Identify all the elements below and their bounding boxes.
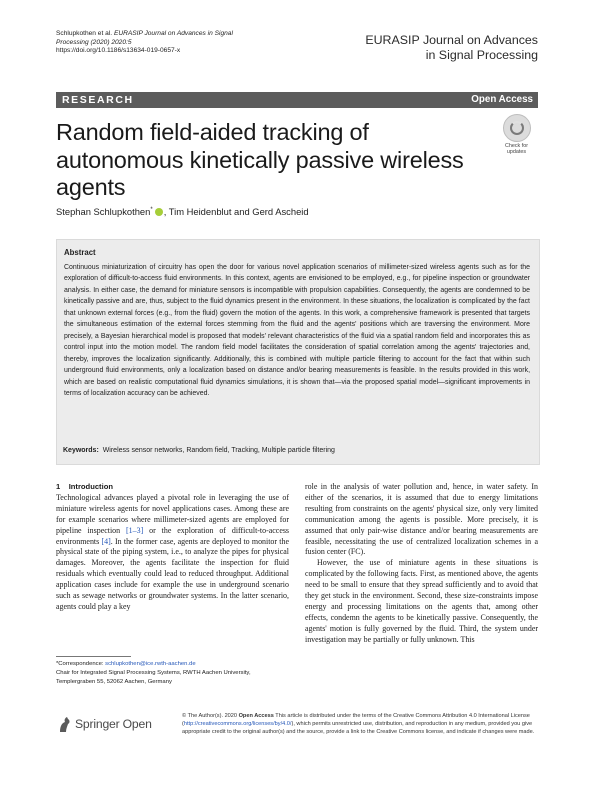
article-title: Random field-aided tracking of autonomous kinetically passive wireless agents bbox=[56, 119, 464, 200]
springer-horse-icon bbox=[58, 716, 71, 733]
open-access-label: Open Access bbox=[471, 94, 533, 105]
email-link[interactable]: schlupkothen@ice.rwth-aachen.de bbox=[105, 661, 196, 667]
reference-link[interactable]: [1–3] bbox=[126, 525, 144, 535]
check-for-updates-badge[interactable]: Check for updates bbox=[494, 113, 539, 157]
springer-open-logo bbox=[58, 716, 178, 738]
journal-name: EURASIP Journal on Advances in Signal Processing bbox=[365, 33, 538, 62]
license-link[interactable]: http://creativecommons.org/licenses/by/4.0/ bbox=[183, 721, 292, 728]
footnote-rule bbox=[56, 656, 131, 657]
footnote: *Correspondence: schlupkothen@ice.rwth-aachen.de Chair for Integrated Signal Processing Systems, RWTH Aachen University, Templergraben 55, 52062 Aachen, Germany bbox=[56, 661, 251, 685]
license-text: © The Author(s). 2020 Open Access This article is distributed under the terms of the Creative Commons Attribution 4.0 International License (http://creativecommons.org/licenses/by/4.0/), which permits unrestricted use, distribution, and reproduction in any medium, provided you give appropriate credit to the original author(s) and the source, provide a link to the Creative Commons license, and indicate if changes were made. bbox=[182, 713, 535, 736]
orcid-icon[interactable] bbox=[155, 208, 163, 216]
keywords: Keywords: Wireless sensor networks, Random field, Tracking, Multiple particle filtering bbox=[63, 447, 335, 454]
doi-link[interactable]: https://doi.org/10.1186/s13634-019-0657-x bbox=[56, 47, 181, 55]
paragraph: role in the analysis of water pollution and, hence, in water safety. In either of the scenarios, it is assumed that due to energy limitations resulting from constraints on the agents' physical size, only very limited communication among the agents is possible. More precisely, it is assumed that only pair-wise distance and/or bearing measurements are feasible, necessitating the use of centralized localization schemes in a fusion center (FC). bbox=[305, 482, 538, 557]
corresponding-mark: * bbox=[150, 206, 153, 213]
research-banner bbox=[56, 92, 538, 108]
abstract-text: Continuous miniaturization of circuitry has open the door for various novel application scenarios of millimeter-sized wireless agents such as for the exploration of difficult-to-access fluid environments. In this context, agents are envisioned to be employed, e.g., for pipeline inspection or groundwater analysis. In either case, the demand for miniature sensors is incompatible with propulsion capabilities. Consequently, the agents are condemned to be kinetically passive and are, thus, subject to the fluid dynamics present in the environment. In these situations, the localization is complicated by the fact that unknown external forces (e.g., from the fluid) govern the motion of the agents. In this work, a comprehensive framework is presented that targets the simultaneous estimation of the external forces stemming from the fluid and the agents' positions which are traversing the environment. More precisely, a Bayesian hierarchical model is proposed that models' relevant characteristics of the fluid via a spatial random field and incorporates this as control input into the motion model. The random field model facilitates the consideration of spatial correlation among the agents' trajectories and, thereby, improves the localization significantly. Additionally, this is combined with multiple particle filtering to account for the fact that within such underground fluid environments, only a localization based on distance and/or bearing measurements is feasible. In the results provided in this work, which are based on realistic computational fluid dynamics simulations, it is shown that—via the proposed spatial model—significant improvements in terms of localization accuracy can be achieved. bbox=[64, 264, 530, 397]
article-type-label: RESEARCH bbox=[62, 94, 134, 106]
paragraph: However, the use of miniature agents in these situations is complicated by the following facts. First, as mentioned above, the agents need to be small to ensure that they spread sufficiently and to avoid that they get stuck in the environment. Second, these size-constraints impose energy and processing limitations on the agents that, among other effects, condemn the agents to be kinetically passive. Consequently, the agents' motion is fully governed by the fluid. Third, the system under investigation may be partially or fully unknown. This bbox=[305, 558, 538, 644]
citation-line-1: Schlupkothen et al. EURASIP Journal on Advances in Signal bbox=[56, 30, 233, 37]
update-icon bbox=[503, 114, 531, 142]
body-column-left: 1 Introduction Technological advances played a pivotal role in leveraging the use of miniature wireless agents for novel applications cases. Among these are for example scenarios where millimeter-sized agents are employed for pipeline inspection [1–3] or the exploration of difficult-to-access environments [4]. In the former case, agents are deployed to monitor the physical state of the piping system, i.e., to analyze the pipes for physical damages. Moreover, the agents facilitate the inspection for fluid residuals which eventually could lead to reduced throughput. Additional application cases include for example the use in underground scenario such as sewage networks or groundwater systems. In the latter scenario, agents could play a key bbox=[56, 482, 290, 611]
reference-link[interactable]: [4] bbox=[101, 536, 111, 546]
abstract-heading: Abstract bbox=[64, 248, 96, 257]
section-heading: 1 Introduction bbox=[56, 482, 113, 491]
citation-journal: EURASIP Journal on Advances in Signal bbox=[113, 30, 233, 37]
citation-line-2: Processing (2020) 2020:5 bbox=[56, 38, 132, 46]
author-list: Stephan Schlupkothen* , Tim Heidenblut and Gerd Ascheid bbox=[56, 206, 309, 217]
body-column-right bbox=[305, 482, 538, 646]
citation-block bbox=[56, 30, 286, 56]
abstract-box bbox=[56, 239, 540, 465]
publisher-name: Springer Open bbox=[75, 717, 152, 731]
